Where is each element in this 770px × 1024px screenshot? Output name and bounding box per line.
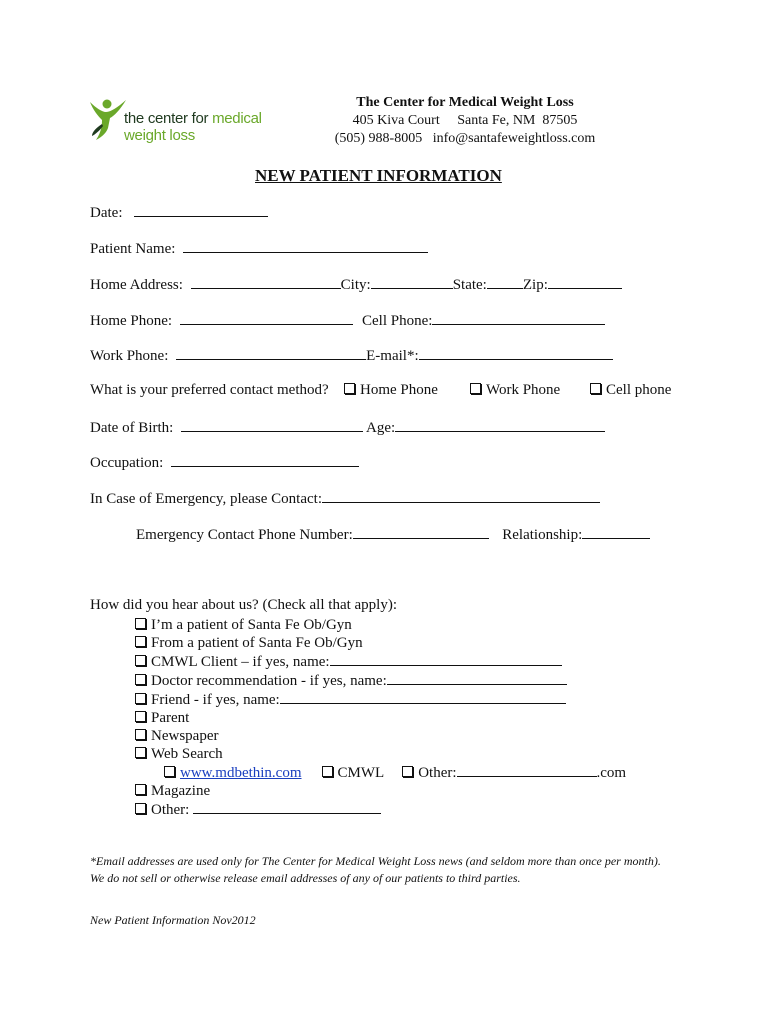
city-label: City: [340,277,371,293]
item-label: I’m a patient of Santa Fe Ob/Gyn [151,617,352,633]
checkbox[interactable] [135,693,146,704]
work-phone-field[interactable] [176,346,366,360]
item-label: CMWL Client – if yes, name: [151,654,330,670]
item-label: Newspaper [151,728,219,744]
emergency-phone-field[interactable] [353,525,489,539]
leaping-figure-icon [88,98,128,142]
cell-phone-field[interactable] [432,311,605,325]
date-field[interactable] [134,203,268,217]
occupation-field[interactable] [171,453,359,467]
zip-label: Zip: [522,277,548,293]
home-phone-row [90,311,353,330]
list-item[interactable] [135,709,626,727]
list-item[interactable] [135,727,626,745]
home-address-label: Home Address: [90,277,183,293]
date-row [90,203,268,222]
option-label: Home Phone [360,382,438,398]
form-version-footer: New Patient Information Nov2012 [90,913,256,927]
home-phone-field[interactable] [180,311,353,325]
emergency-phone-label: Emergency Contact Phone Number: [136,527,353,543]
checkbox[interactable] [164,766,175,777]
checkbox[interactable] [135,636,146,647]
email-field[interactable] [419,346,613,360]
email-label: E-mail*: [366,348,419,364]
home-phone-label: Home Phone: [90,313,173,329]
option-work-phone[interactable] [470,382,560,399]
friend-name-field[interactable] [280,690,566,704]
option-label: Work Phone [486,382,561,398]
other-web-label: Other: [418,765,457,781]
occupation-label: Occupation: [90,455,164,471]
checkbox[interactable] [135,803,146,814]
checkbox[interactable] [135,655,146,666]
state-label: State: [452,277,487,293]
other-web-field[interactable] [457,763,597,777]
contact-method-row [90,382,329,399]
org-address: 405 Kiva Court Santa Fe, NM 87505 [352,113,578,128]
item-label: Doctor recommendation - if yes, name: [151,673,387,689]
item-label: Friend - if yes, name: [151,692,280,708]
zip-field[interactable] [548,275,622,289]
web-search-options [135,763,626,782]
letterhead [320,94,610,148]
item-label: Other: [151,802,190,818]
item-label: Parent [151,710,190,726]
work-phone-row [90,346,613,365]
referral-question: How did you hear about us? (Check all that apply): [90,597,398,613]
address-row [90,275,622,294]
checkbox[interactable] [135,729,146,740]
dob-label: Date of Birth: [90,420,174,436]
option-cell-phone[interactable] [590,382,671,399]
org-name: The Center for Medical Weight Loss [356,95,574,110]
patient-name-row [90,239,428,258]
option-label: Cell phone [606,382,672,398]
checkbox[interactable] [590,383,601,394]
emergency-row [90,489,600,508]
other-web-suffix: .com [596,765,627,781]
other-source-field[interactable] [193,800,381,814]
logo-text-accent: medical weight loss [124,110,262,144]
checkbox[interactable] [135,618,146,629]
dob-field[interactable] [181,418,363,432]
doctor-name-field[interactable] [387,671,567,685]
list-item[interactable] [135,671,626,690]
list-item[interactable] [135,782,626,800]
emergency-field[interactable] [322,489,600,503]
emergency-phone-row [136,525,650,544]
item-label: From a patient of Santa Fe Ob/Gyn [151,635,363,651]
item-label: Web Search [151,746,223,762]
logo [88,98,298,142]
email-footnote: *Email addresses are used only for The Center for Medical Weight Loss news (and seldom more than once per month). We do not sell or otherwise release email addresses of any of our patients to third parties. [90,854,679,885]
option-home-phone[interactable] [344,382,438,399]
list-item[interactable] [135,800,626,819]
list-item[interactable] [135,634,626,652]
occupation-row [90,453,359,472]
work-phone-label: Work Phone: [90,348,169,364]
checkbox[interactable] [470,383,481,394]
cell-phone-label: Cell Phone: [362,313,433,329]
list-item[interactable] [135,745,626,763]
referral-list [135,616,626,819]
age-field[interactable] [395,418,605,432]
list-item[interactable] [135,616,626,634]
checkbox[interactable] [344,383,355,394]
mdbethin-link[interactable]: www.mdbethin.com [180,765,302,781]
item-label: Magazine [151,783,211,799]
patient-name-label: Patient Name: [90,241,176,257]
checkbox[interactable] [135,784,146,795]
checkbox[interactable] [135,747,146,758]
checkbox[interactable] [135,711,146,722]
home-address-field[interactable] [191,275,341,289]
relationship-label: Relationship: [502,527,583,543]
emergency-label: In Case of Emergency, please Contact: [90,491,323,507]
dob-row [90,418,605,437]
age-label: Age: [366,420,396,436]
cell-phone-group [362,311,605,330]
checkbox[interactable] [322,766,333,777]
list-item[interactable] [135,690,626,709]
page-title: NEW PATIENT INFORMATION [255,166,502,185]
checkbox[interactable] [135,674,146,685]
contact-method-label: What is your preferred contact method? [90,382,329,398]
state-field[interactable] [487,275,523,289]
cmwl-name-field[interactable] [330,652,562,666]
checkbox[interactable] [402,766,413,777]
cmwl-option-label: CMWL [337,765,385,781]
date-label: Date: [90,205,123,221]
org-contact: (505) 988-8005 info@santafeweightloss.com [334,131,596,146]
city-field[interactable] [371,275,453,289]
patient-name-field[interactable] [183,239,428,253]
list-item[interactable] [135,652,626,671]
relationship-field[interactable] [582,525,650,539]
logo-text-plain: the center for [124,110,213,127]
